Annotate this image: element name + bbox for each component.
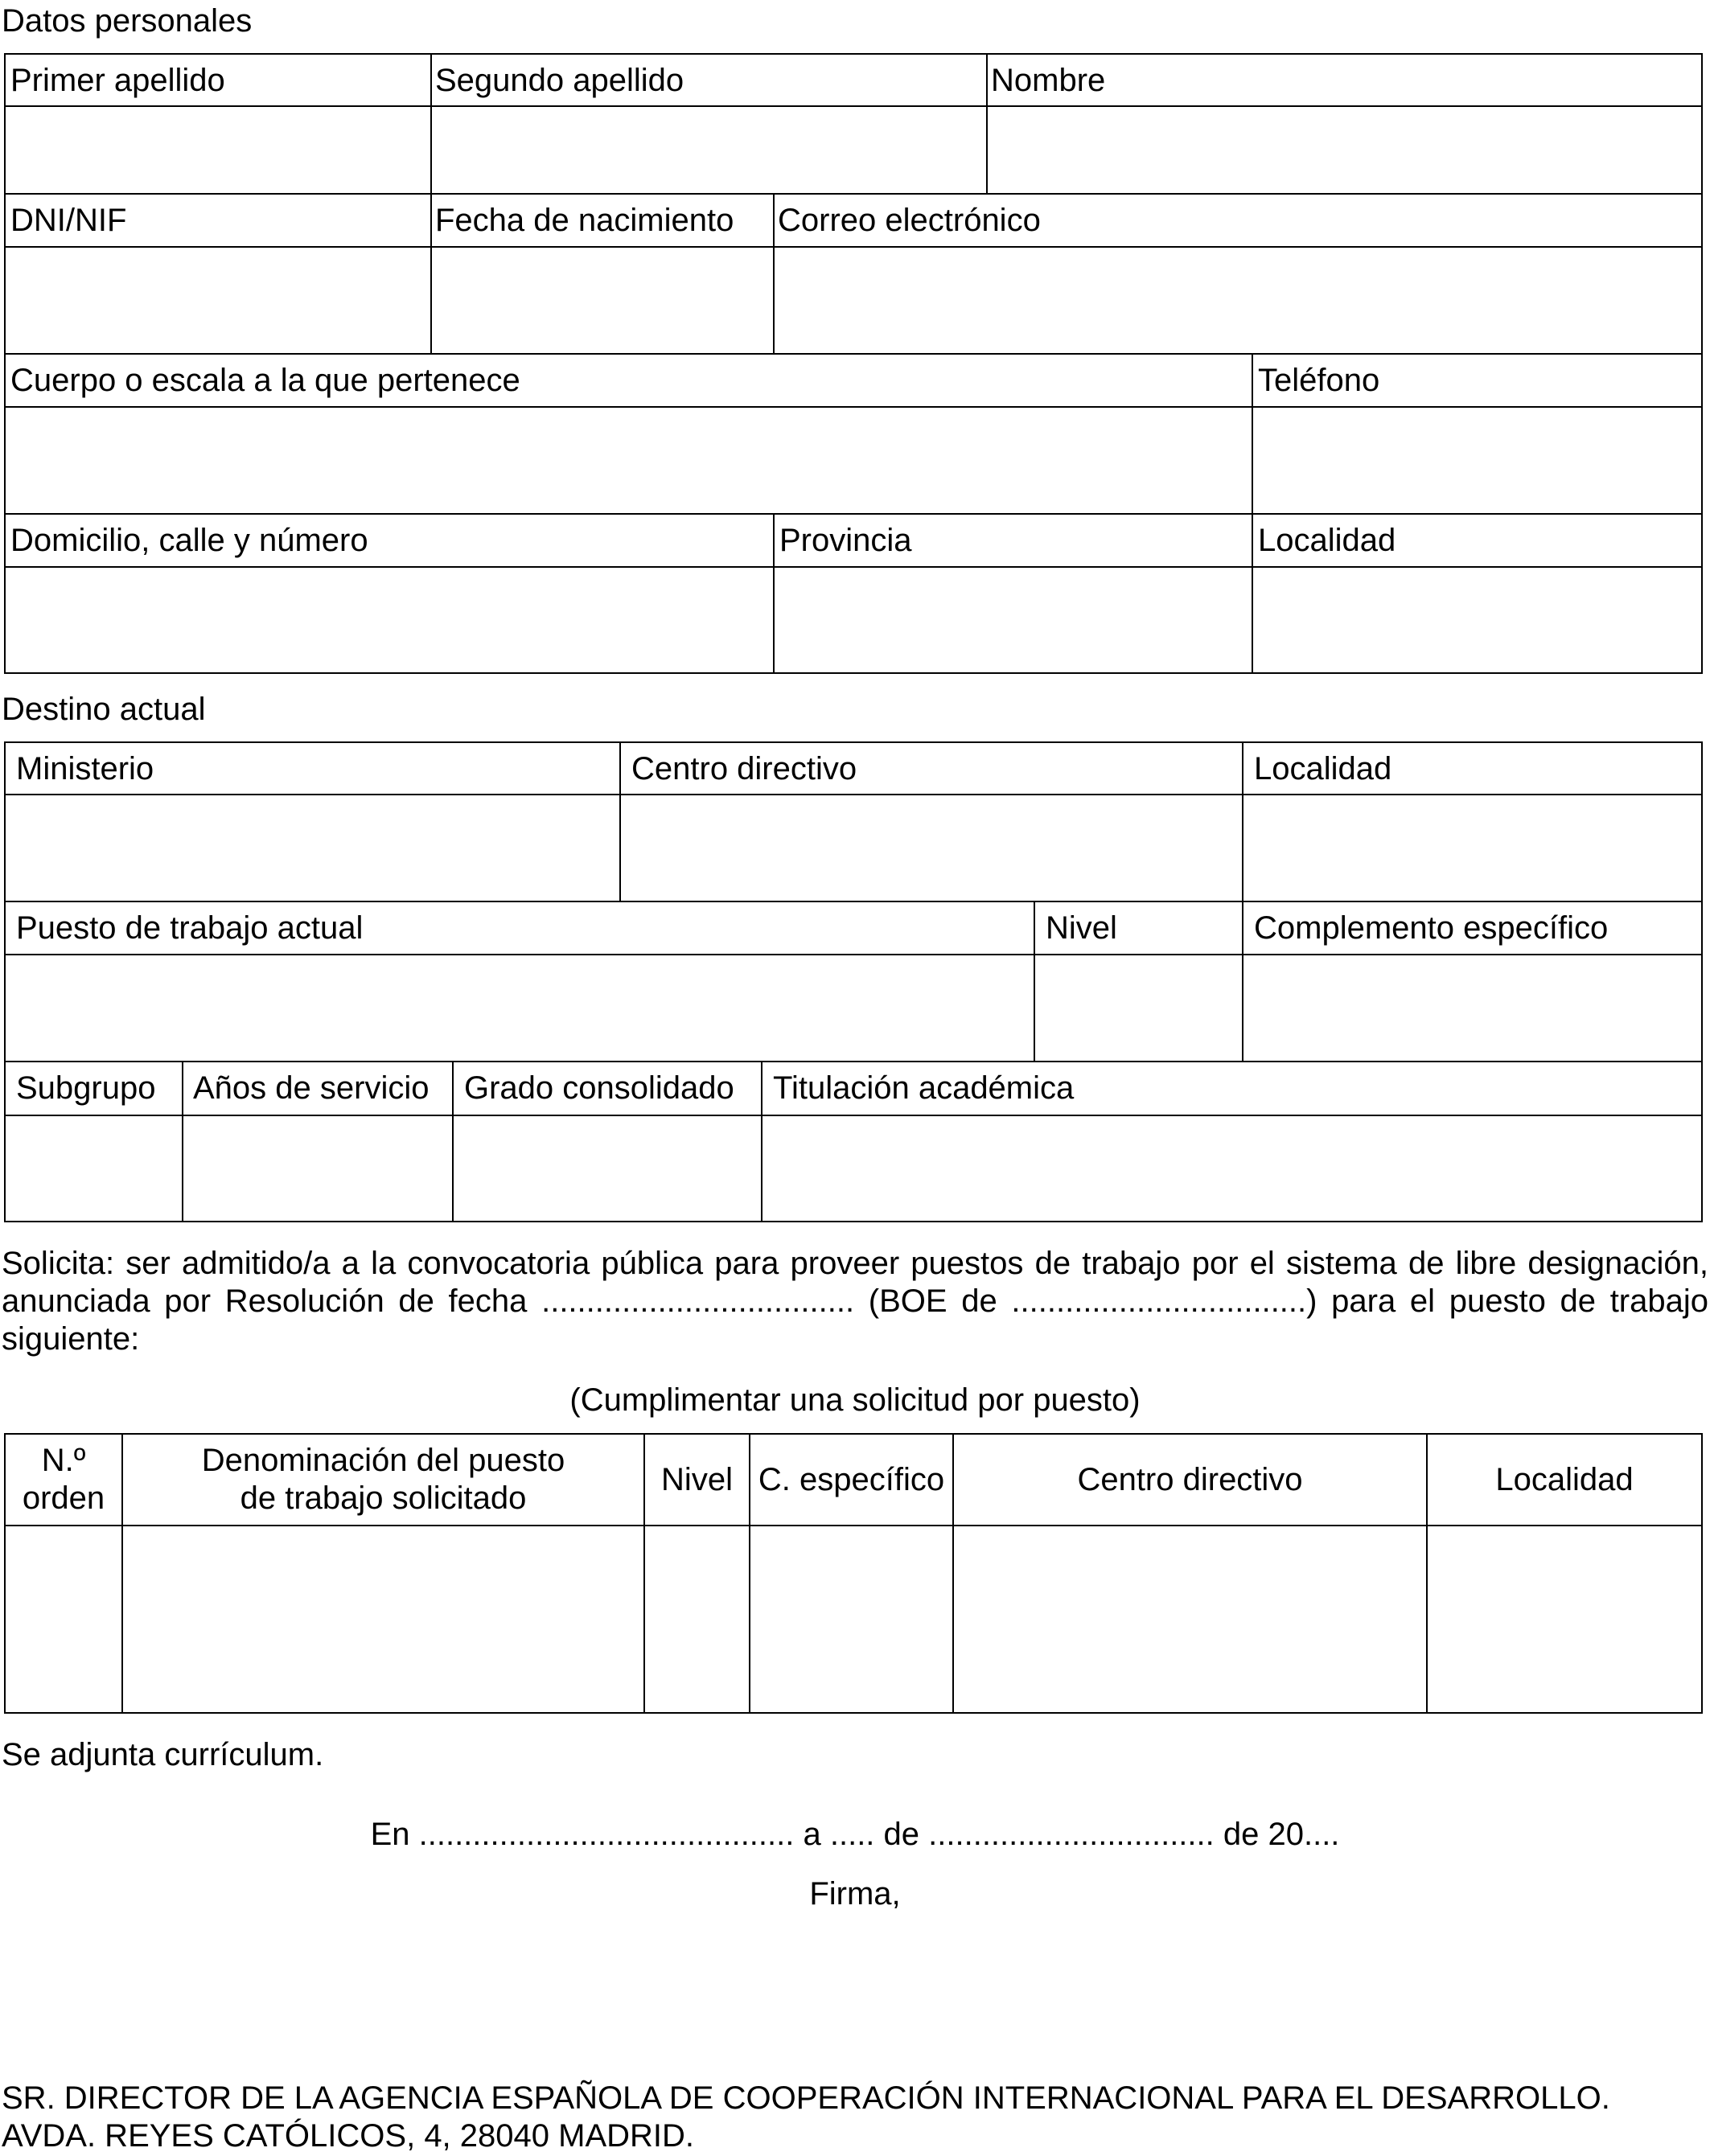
dni-field[interactable]: [7, 249, 432, 353]
cumplimentar-note: (Cumplimentar una solicitud por puesto): [569, 1382, 1141, 1418]
centro-directivo-field[interactable]: [623, 797, 1243, 901]
label-grado: Grado consolidado: [464, 1070, 734, 1106]
titulacion-field[interactable]: [764, 1118, 1704, 1221]
label-centro-directivo: Centro directivo: [631, 751, 857, 786]
label-localidad: Localidad: [1258, 523, 1396, 558]
label-segundo-apellido: Segundo apellido: [435, 63, 684, 98]
domicilio-field[interactable]: [7, 569, 775, 672]
puesto-c-especifico-field[interactable]: [752, 1528, 954, 1712]
header-orden: N.º orden: [22, 1443, 105, 1516]
label-telefono: Teléfono: [1258, 363, 1380, 398]
destinatario-line-1: SR. DIRECTOR DE LA AGENCIA ESPAÑOLA DE COOPERACIÓN INTERNACIONAL PARA EL DESARROLLO.: [2, 2080, 1610, 2116]
firma-label: Firma,: [809, 1876, 901, 1912]
puesto-orden-field[interactable]: [7, 1528, 123, 1712]
section-title-datos-personales: Datos personales: [2, 3, 253, 39]
lugar-fecha-line: En .......................................... a ..... de ................................ de 20....: [370, 1817, 1340, 1852]
correo-field[interactable]: [776, 249, 1704, 353]
label-complemento: Complemento específico: [1254, 910, 1609, 946]
destinatario-line-2: AVDA. REYES CATÓLICOS, 4, 28040 MADRID.: [2, 2118, 695, 2154]
primer-apellido-field[interactable]: [7, 109, 432, 193]
cuerpo-field[interactable]: [7, 409, 1253, 513]
label-subgrupo: Subgrupo: [16, 1070, 156, 1106]
label-puesto-actual: Puesto de trabajo actual: [16, 910, 364, 946]
label-domicilio: Domicilio, calle y número: [10, 523, 368, 558]
puesto-localidad-field[interactable]: [1429, 1528, 1704, 1712]
section-title-destino-actual: Destino actual: [2, 692, 206, 727]
segundo-apellido-field[interactable]: [434, 109, 988, 193]
label-nivel: Nivel: [1046, 910, 1117, 946]
grado-field[interactable]: [455, 1118, 763, 1221]
solicita-line-2: anunciada por Resolución de fecha ................................... (BOE de .................................) para el puesto de trabajo: [2, 1283, 1708, 1319]
anos-servicio-field[interactable]: [185, 1118, 454, 1221]
ministerio-field[interactable]: [7, 797, 621, 901]
header-c-especifico: C. específico: [758, 1461, 945, 1497]
header-denominacion: Denominación del puesto de trabajo solicitado: [201, 1443, 565, 1516]
label-provincia: Provincia: [779, 523, 912, 558]
puesto-nivel-field[interactable]: [647, 1528, 750, 1712]
label-nombre: Nombre: [991, 63, 1106, 98]
label-titulacion: Titulación académica: [773, 1070, 1075, 1106]
telefono-field[interactable]: [1255, 409, 1704, 513]
puesto-centro-directivo-field[interactable]: [956, 1528, 1428, 1712]
label-ministerio: Ministerio: [16, 751, 154, 786]
subgrupo-field[interactable]: [7, 1118, 183, 1221]
label-destino-localidad: Localidad: [1254, 751, 1392, 786]
solicita-line-3: siguiente:: [2, 1321, 140, 1357]
fecha-nacimiento-field[interactable]: [434, 249, 775, 353]
label-dni: DNI/NIF: [10, 203, 127, 238]
label-fecha-nacimiento: Fecha de nacimiento: [435, 203, 734, 238]
puesto-actual-field[interactable]: [7, 957, 1035, 1061]
adjunta-curriculum: Se adjunta currículum.: [2, 1737, 324, 1772]
label-correo: Correo electrónico: [778, 203, 1041, 238]
nivel-field[interactable]: [1037, 957, 1243, 1061]
solicita-paragraph: [2, 1245, 1708, 1358]
label-anos-servicio: Años de servicio: [193, 1070, 430, 1106]
label-primer-apellido: Primer apellido: [10, 63, 225, 98]
complemento-field[interactable]: [1245, 957, 1704, 1061]
header-localidad: Localidad: [1495, 1461, 1634, 1497]
header-nivel: Nivel: [661, 1461, 733, 1497]
provincia-field[interactable]: [776, 569, 1253, 672]
destino-localidad-field[interactable]: [1245, 797, 1704, 901]
solicita-line-1: Solicita: ser admitido/a a la convocatoria pública para proveer puestos de trabajo por el sistema de libre designación,: [2, 1246, 1708, 1281]
nombre-field[interactable]: [989, 109, 1704, 193]
label-cuerpo: Cuerpo o escala a la que pertenece: [10, 363, 520, 398]
puesto-denominacion-field[interactable]: [125, 1528, 645, 1712]
localidad-field[interactable]: [1255, 569, 1704, 672]
header-centro-directivo: Centro directivo: [1077, 1461, 1303, 1497]
